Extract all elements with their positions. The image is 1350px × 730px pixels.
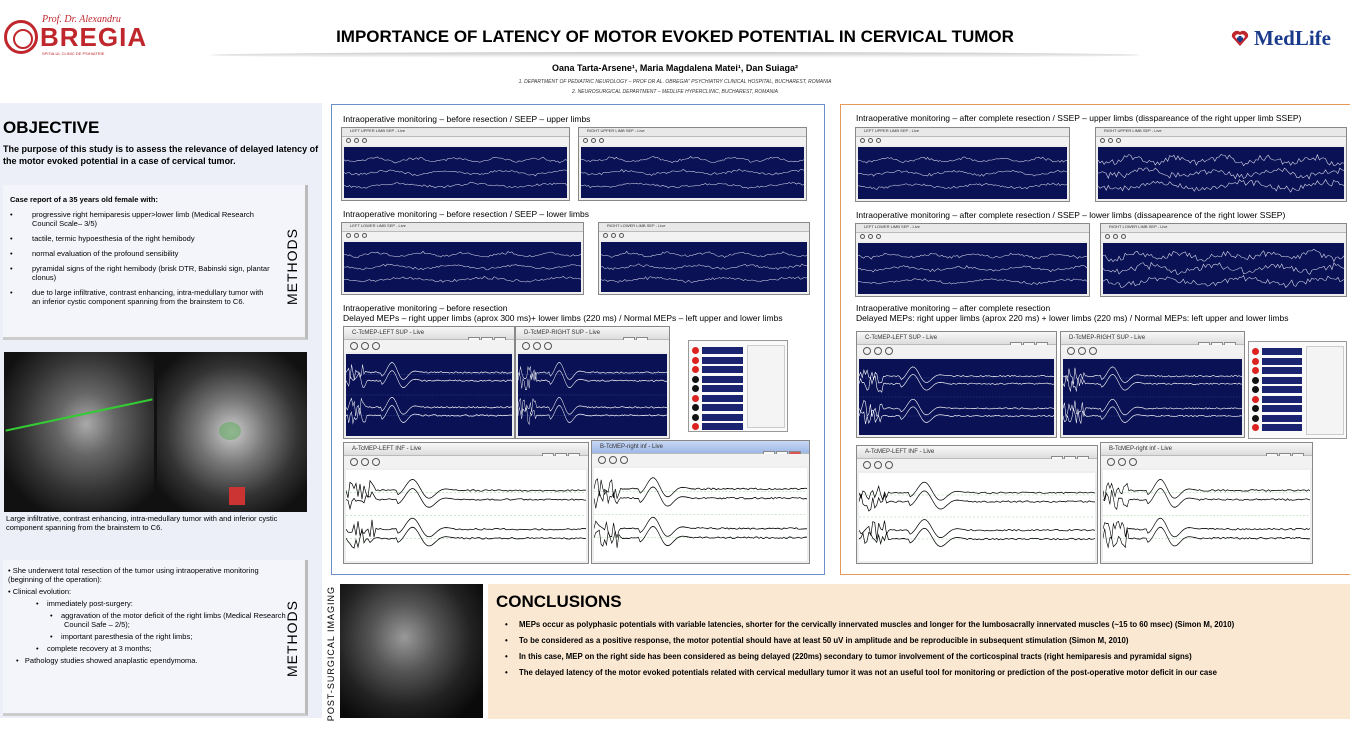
before-channel-panel xyxy=(688,340,788,432)
sep-trace-plot xyxy=(344,242,581,292)
channel-settings[interactable] xyxy=(1306,346,1344,435)
before-mep-title-1: Intraoperative monitoring – before resection xyxy=(343,303,508,313)
mep-trace-plot xyxy=(859,473,1095,561)
medlife-logo-name: MedLife xyxy=(1254,26,1331,50)
mep-waveform xyxy=(859,482,1095,500)
window-toolbar xyxy=(857,345,1056,357)
waveform xyxy=(601,251,807,257)
case-list xyxy=(10,210,270,312)
waveform xyxy=(344,182,567,188)
mep-waveform xyxy=(518,406,667,425)
window-toolbar xyxy=(1096,137,1346,145)
waveform xyxy=(344,276,581,282)
conclusion-item: • MEPs occur as polyphasic potentials with variable latencies, shorter for the cervically innervated muscles and longer for the lumbosacrally innervated muscles (~15 to 60 msec) (Simon M, 2010) xyxy=(505,620,1347,630)
before-mep-left-inf-window xyxy=(343,442,589,564)
waveform xyxy=(344,251,581,257)
window-toolbar xyxy=(342,137,569,145)
waveform xyxy=(858,279,1087,285)
window-title: LEFT LOWER LIMB SEP - Live xyxy=(856,224,1089,233)
waveform xyxy=(858,183,1067,189)
waveform xyxy=(344,264,581,270)
therapy-item: • immediately post-surgery: xyxy=(36,599,133,608)
window-toolbar xyxy=(344,340,514,352)
waveform xyxy=(601,277,807,283)
mep-waveform xyxy=(518,363,667,380)
before-mep-title-2: Delayed MEPs – right upper limbs (aprox 300 ms)+ lower limbs (220 ms) / Normal MEPs – left upper and lower limbs xyxy=(343,313,783,323)
mep-waveform xyxy=(594,517,807,537)
affiliation-1: 1. DEPARTMENT OF PEDIATRIC NEUROLOGY – PROF DR AL. OBREGIA" PSYCHIATRY CLINICAL HOSPITAL, BUCHAREST, ROMANIA xyxy=(518,79,832,85)
case-item: • pyramidal signs of the right hemibody (brisk DTR, Babinski sign, plantar clonus) xyxy=(10,264,270,282)
window-title: RIGHT LOWER LIMB SEP - Live xyxy=(599,223,809,232)
waveform xyxy=(1098,180,1344,193)
mep-waveform xyxy=(518,397,667,415)
therapy-list xyxy=(8,566,288,668)
waveform xyxy=(858,157,1067,163)
therapy-item: • aggravation of the motor deficit of the right limbs (Medical Research Council Safe – 2/5); xyxy=(50,611,286,629)
mep-waveform xyxy=(859,407,1054,424)
window-title: D-TcMEP-RIGHT SUP - Live xyxy=(516,327,669,340)
mep-waveform xyxy=(346,363,512,380)
case-item: • normal evaluation of the profound sensibility xyxy=(10,249,270,258)
after-left-lower-sep-window xyxy=(855,223,1090,297)
objective-heading: OBJECTIVE xyxy=(3,118,100,137)
mep-waveform xyxy=(859,374,1054,392)
after-sseep-lower-title: Intraoperative monitoring – after complete resection / SSEP – lower limbs (dissapearence of the right lower SSEP) xyxy=(856,210,1286,220)
window-controls[interactable] xyxy=(1050,449,1094,456)
waveform xyxy=(581,169,804,175)
after-mep-left-inf-window xyxy=(856,445,1098,564)
window-title: A-TcMEP-LEFT INF - Live xyxy=(857,446,1097,459)
mep-waveform xyxy=(346,397,512,416)
mep-waveform xyxy=(1103,518,1310,539)
mep-trace-plot xyxy=(346,354,512,436)
mep-trace-plot xyxy=(346,470,586,561)
before-mep-left-sup-window xyxy=(343,326,515,439)
window-toolbar xyxy=(344,456,588,468)
mep-waveform xyxy=(859,491,1095,511)
after-channel-panel xyxy=(1248,341,1347,439)
channel-settings[interactable] xyxy=(747,345,785,428)
window-controls[interactable] xyxy=(467,330,511,337)
mep-waveform xyxy=(346,479,586,499)
waveform xyxy=(858,253,1087,259)
window-controls[interactable] xyxy=(1197,335,1241,342)
window-title: RIGHT UPPER LIMB SEP - Live xyxy=(579,128,806,137)
mri-images xyxy=(4,352,307,512)
mep-trace-plot xyxy=(594,468,807,561)
after-mep-title-2: Delayed MEPs: right upper limbs (aprox 220 ms) + lower limbs (220 ms) / Normal MEPs: left upper and lower limbs xyxy=(856,313,1289,323)
window-title: D-TcMEP-RIGHT SUP - Live xyxy=(1061,332,1244,345)
authors: Oana Tarta-Arsene¹, Maria Magdalena Matei¹, Dan Suiaga² xyxy=(552,63,798,73)
title-underline xyxy=(210,52,1140,58)
mri-caption: Large infiltrative, contrast enhancing, intra-medullary tumor with and inferior cystic component spanning from the brainstem to C6. xyxy=(6,514,278,532)
window-toolbar xyxy=(1101,456,1312,468)
before-left-upper-sep-window xyxy=(341,127,570,201)
window-toolbar xyxy=(592,454,809,466)
waveform xyxy=(858,265,1087,272)
mep-waveform xyxy=(1063,367,1242,385)
window-toolbar xyxy=(856,233,1089,241)
sep-trace-plot xyxy=(344,147,567,198)
after-right-upper-sep-window xyxy=(1095,127,1347,202)
case-item: • tactile, termic hypoesthesia of the right hemibody xyxy=(10,234,270,243)
medlife-logo xyxy=(1228,26,1348,52)
mep-trace-plot xyxy=(1063,359,1242,435)
before-mep-right-sup-window xyxy=(515,326,670,439)
conclusions-heading: CONCLUSIONS xyxy=(496,592,622,611)
before-mep-right-inf-window xyxy=(591,440,810,564)
therapy-item: • She underwent total resection of the tumor using intraoperative monitoring (beginning of the operation): xyxy=(8,566,259,584)
affiliation-2: 2. NEUROSURGICAL DEPARTMENT – MEDLIFE HYPERCLINIC, BUCHAREST, ROMANIA xyxy=(572,89,778,95)
mep-waveform xyxy=(594,487,807,508)
waveform xyxy=(1103,262,1344,274)
therapy-item: • Clinical evolution: xyxy=(8,587,72,596)
therapy-item: • important paresthesia of the right limbs; xyxy=(50,632,193,641)
window-title: C-TcMEP-LEFT SUP - Live xyxy=(857,332,1056,345)
sep-trace-plot xyxy=(858,147,1067,199)
after-right-lower-sep-window xyxy=(1100,223,1347,297)
mep-waveform xyxy=(346,518,586,537)
waveform xyxy=(1103,276,1344,288)
waveform xyxy=(581,156,804,162)
before-sseep-lower-title: Intraoperative monitoring – before resection / SEEP – lower limbs xyxy=(343,209,589,219)
mri-lesion xyxy=(219,422,241,440)
window-title: B-TcMEP-right inf - Live xyxy=(1101,443,1312,456)
window-title: LEFT UPPER LIMB SEP - Live xyxy=(342,128,569,137)
sep-trace-plot xyxy=(1098,147,1344,199)
conclusion-item: • To be considered as a positive response, the motor potential should have at least 50 uV in amplitude and be reproducible in subsequent stimulation (Simon M, 2010) xyxy=(505,636,1347,646)
before-left-lower-sep-window xyxy=(341,222,584,295)
window-controls[interactable] xyxy=(1009,335,1053,342)
waveform xyxy=(858,170,1067,176)
window-toolbar xyxy=(516,340,669,352)
methods-label-1: METHODS xyxy=(284,228,300,305)
waveform xyxy=(344,157,567,163)
window-controls[interactable] xyxy=(762,444,806,451)
waveform xyxy=(1098,154,1344,165)
mep-waveform xyxy=(346,489,586,509)
window-title: LEFT UPPER LIMB SEP - Live xyxy=(856,128,1069,137)
before-right-upper-sep-window xyxy=(578,127,807,201)
window-controls[interactable] xyxy=(1265,446,1309,453)
after-mep-right-inf-window xyxy=(1100,442,1313,564)
window-title: RIGHT LOWER LIMB SEP - Live xyxy=(1101,224,1346,233)
conclusion-item: • The delayed latency of the motor evoked potentials related with cervical medullary tumor it was not an useful tool for monitoring or prediction of the post-operative motor deficit in our case xyxy=(505,668,1347,678)
mep-waveform xyxy=(859,367,1054,383)
window-title: LEFT LOWER LIMB SEP - Live xyxy=(342,223,583,232)
sep-trace-plot xyxy=(1103,243,1344,294)
mep-waveform xyxy=(594,526,807,547)
window-toolbar xyxy=(579,137,806,145)
mep-trace-plot xyxy=(518,354,667,436)
mep-trace-plot xyxy=(1103,470,1310,561)
window-title: B-TcMEP-right inf - Live xyxy=(592,441,809,454)
mep-waveform xyxy=(1103,527,1310,547)
sep-trace-plot xyxy=(601,242,807,292)
window-controls[interactable] xyxy=(622,330,666,337)
mri-marker xyxy=(229,487,245,505)
window-title: A-TcMEP-LEFT INF - Live xyxy=(344,443,588,456)
waveform xyxy=(1098,168,1344,179)
bregia-logo-name: BREGIA xyxy=(40,22,148,52)
case-heading: Case report of a 35 years old female with: xyxy=(10,195,158,204)
before-right-lower-sep-window xyxy=(598,222,810,295)
bregia-emblem-icon xyxy=(4,20,38,54)
window-toolbar xyxy=(1061,345,1244,357)
window-toolbar xyxy=(342,232,583,240)
after-mep-title-1: Intraoperative monitoring – after complete resection xyxy=(856,303,1051,313)
window-toolbar xyxy=(599,232,809,240)
bregia-logo xyxy=(2,14,148,58)
therapy-item: • complete recovery at 3 months; xyxy=(36,644,152,653)
window-toolbar xyxy=(856,137,1069,145)
mep-trace-plot xyxy=(859,359,1054,435)
window-title: C-TcMEP-LEFT SUP - Live xyxy=(344,327,514,340)
after-left-upper-sep-window xyxy=(855,127,1070,202)
objective-text: The purpose of this study is to assess the relevance of delayed latency of the motor evoked potential in a case of cervical tumor. xyxy=(3,144,319,166)
case-item: • progressive right hemiparesis upper>lower limb (Medical Research Council Scale– 3/5) xyxy=(10,210,270,228)
sep-trace-plot xyxy=(581,147,804,198)
window-toolbar xyxy=(1101,233,1346,241)
mep-waveform xyxy=(518,371,667,390)
after-mep-right-sup-window xyxy=(1060,331,1245,438)
mri-sagittal xyxy=(4,352,154,512)
after-sseep-upper-title: Intraoperative monitoring – after complete resection / SSEP – upper limbs (disspareance of the right upper limb SSEP) xyxy=(856,113,1302,123)
post-surgical-mri xyxy=(340,584,483,718)
poster-title: IMPORTANCE OF LATENCY OF MOTOR EVOKED POTENTIAL IN CERVICAL TUMOR xyxy=(336,27,1014,46)
waveform xyxy=(581,182,804,188)
conclusion-item: • In this case, MEP on the right side has been considered as being delayed (220ms) secondary to tumor involvement of the corticospinal tracts (right hemiparesis and pyramidal signs) xyxy=(505,652,1347,662)
mep-waveform xyxy=(346,406,512,424)
bregia-logo-subtitle: SPITALUL CLINIC DE PSIHIATRIE xyxy=(42,51,105,56)
medlife-heart-icon xyxy=(1230,29,1250,47)
conclusions-list xyxy=(505,620,1347,684)
waveform xyxy=(344,170,567,176)
mep-waveform xyxy=(1103,479,1310,500)
mep-waveform xyxy=(346,527,586,548)
mep-waveform xyxy=(859,520,1095,540)
window-toolbar xyxy=(857,459,1097,471)
before-sseep-upper-title: Intraoperative monitoring – before resection / SEEP – upper limbs xyxy=(343,114,591,124)
after-mep-left-sup-window xyxy=(856,331,1057,438)
window-title: RIGHT UPPER LIMB SEP - Live xyxy=(1096,128,1346,137)
mep-waveform xyxy=(594,478,807,499)
methods-label-2: METHODS xyxy=(284,600,300,677)
sep-trace-plot xyxy=(858,243,1087,294)
window-controls[interactable] xyxy=(541,446,585,453)
mep-waveform xyxy=(1063,399,1242,417)
post-surgical-label: POST-SURGICAL IMAGING xyxy=(326,586,336,722)
mep-waveform xyxy=(859,399,1054,416)
waveform xyxy=(1103,249,1344,262)
bregia-logo-prefix: Prof. Dr. Alexandru xyxy=(42,14,121,25)
waveform xyxy=(601,264,807,270)
case-item: • due to large infiltrative, contrast enhancing, intra-medullary tumor with an inferior cystic component spanning from the brainstem to C6. xyxy=(10,288,270,306)
therapy-item: • Pathology studies showed anaplastic ependymoma. xyxy=(16,656,198,665)
